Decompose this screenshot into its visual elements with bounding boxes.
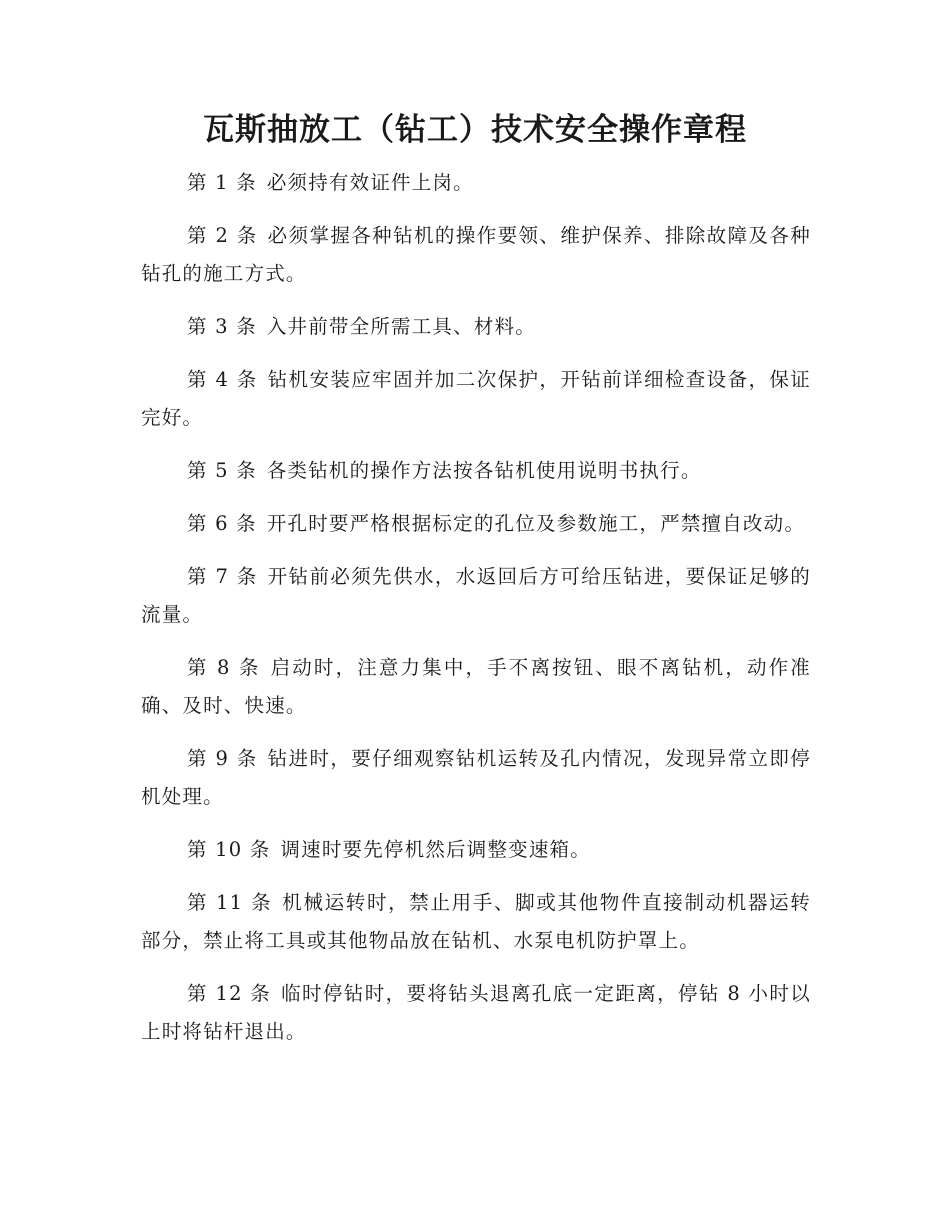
- article-text: 机械运转时，禁止用手、脚或其他物件直接制动机器运转部分，禁止将工具或其他物品放在钻机、水泵电机防护罩上。: [141, 891, 811, 952]
- article-text: 开孔时要严格根据标定的孔位及参数施工，严禁擅自改动。: [266, 512, 806, 535]
- article-text: 开钻前必须先供水，水返回后方可给压钻进，要保证足够的流量。: [141, 565, 811, 626]
- article-5: [141, 452, 811, 490]
- article-6: [141, 505, 811, 543]
- article-number: 第 10 条: [187, 838, 271, 861]
- article-text: 入井前带全所需工具、材料。: [266, 315, 536, 338]
- document-title: 瓦斯抽放工（钻工）技术安全操作章程: [203, 112, 747, 148]
- article-text: 钻机安装应牢固并加二次保护，开钻前详细检查设备，保证完好。: [141, 368, 811, 429]
- article-text: 临时停钻时，要将钻头退离孔底一定距离，停钻 8 小时以上时将钻杆退出。: [141, 982, 811, 1043]
- article-text: 钻进时，要仔细观察钻机运转及孔内情况，发现异常立即停机处理。: [141, 747, 811, 808]
- article-list: [141, 164, 811, 1066]
- article-number: 第 5 条: [187, 459, 257, 482]
- article-10: [141, 831, 811, 869]
- article-number: 第 8 条: [187, 656, 261, 679]
- article-4: [141, 361, 811, 437]
- article-number: 第 11 条: [187, 891, 273, 914]
- article-number: 第 4 条: [187, 368, 258, 391]
- article-text: 调速时要先停机然后调整变速箱。: [280, 838, 591, 861]
- article-text: 启动时，注意力集中，手不离按钮、眼不离钻机，动作准确、及时、快速。: [141, 656, 811, 717]
- article-number: 第 7 条: [187, 565, 258, 588]
- article-11: [141, 884, 811, 960]
- article-1: [141, 164, 811, 202]
- article-number: 第 1 条: [187, 171, 257, 194]
- article-text: 必须掌握各种钻机的操作要领、维护保养、排除故障及各种钻孔的施工方式。: [141, 224, 811, 285]
- article-number: 第 12 条: [187, 982, 272, 1005]
- article-number: 第 9 条: [187, 747, 258, 770]
- article-number: 第 3 条: [187, 315, 257, 338]
- article-2: [141, 217, 811, 293]
- article-number: 第 6 条: [187, 512, 257, 535]
- article-12: [141, 975, 811, 1051]
- article-8: [141, 649, 811, 725]
- article-text: 各类钻机的操作方法按各钻机使用说明书执行。: [266, 459, 702, 482]
- article-7: [141, 558, 811, 634]
- article-3: [141, 308, 811, 346]
- article-9: [141, 740, 811, 816]
- article-text: 必须持有效证件上岗。: [266, 171, 474, 194]
- article-number: 第 2 条: [187, 224, 258, 247]
